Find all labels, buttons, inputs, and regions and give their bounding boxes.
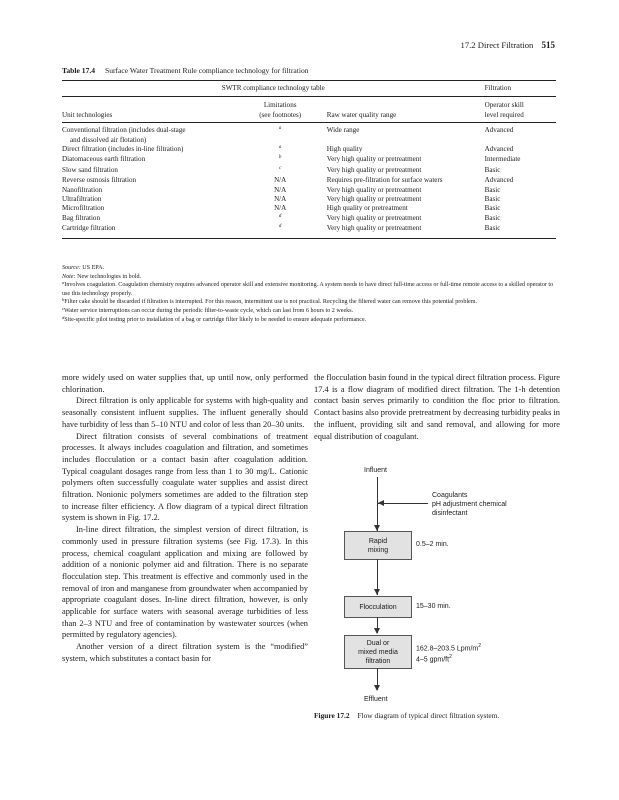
left-column [62, 372, 308, 665]
table-row: Bag filtration $^d$ Very high quality or pretreatment Basic [62, 213, 501, 222]
table-row: Slow sand filtration $^c$ Very high quality or pretreatment Basic [62, 165, 501, 174]
table-row: Diatomaceous earth filtration $^b$ Very high quality or pretreatment Intermediate [62, 155, 521, 164]
col-header-skill: Operator skill level required [485, 97, 556, 123]
footnote-c: $^c$Water service interruptions can occur during the periodic filter-to-waste cycle, which can last from 6 hours to 2 weeks. [62, 305, 354, 314]
influent-label: Influent [364, 467, 387, 474]
footnote-b: $^b$Filter cake should be discarded if filtration is interrupted. For this reason, intermittent use is not practical. Recycling the filtered water can remove this potential problem. [62, 297, 478, 306]
paragraph: more widely used on water supplies that, up until now, only performed chlorination. [62, 373, 308, 394]
paragraph: Another version of a direct filtration system is the “modified” system, which substitutes a contact basin for [62, 642, 308, 663]
left-arrow-icon [378, 500, 384, 506]
figure-caption [314, 711, 499, 720]
down-arrow-icon [374, 589, 380, 595]
table-title: Surface Water Treatment Rule compliance technology for filtration [104, 66, 309, 75]
col-header-technologies: Unit technologies [62, 97, 240, 123]
effluent-label: Effluent [364, 696, 388, 703]
paragraph: the flocculation basin found in the typical direct filtration process. Figure 17.4 is a flow diagram of modified direct filtration. The 1-h detention contact basin serves primarily to condition the floc prior to filtration. Contact basins also provide pretreatment by decreasing turbidity peaks in the influent, providing silt and sand removal, and allowing for more equal distribution of coagulant. [314, 373, 560, 441]
table-row: Cartridge filtration $^d$ Very high quality or pretreatment Basic [62, 224, 556, 238]
source-note: Source: US EPA. [62, 265, 105, 271]
table-row: Ultrafiltration N/A Very high quality or pretreatment Basic [62, 195, 501, 204]
section-title: 17.2 Direct Filtration [460, 40, 534, 50]
figure-caption-text: Flow diagram of typical direct filtration system. [357, 711, 500, 720]
rapid-mixing-box: Rapid mixing [344, 531, 412, 560]
table-row: Reverse osmosis filtration N/A Requires pre-filtration for surface waters Advanced [62, 176, 514, 185]
col-header-limitations: Limitations (see footnotes) [240, 97, 321, 123]
filtration-header: Filtration [485, 81, 556, 97]
flocculation-time: 15–30 min. [416, 603, 451, 610]
footnote-d: $^d$Site-specific pilot testing prior to installation of a bag or cartridge filter likely to be needed to ensure adequate performance. [62, 314, 367, 323]
table-row: Conventional filtration (includes dual-stage and dissolved air flotation) $^a$ Wide range Advanced [62, 126, 514, 144]
page-number: 515 [541, 40, 555, 50]
right-column [314, 372, 560, 442]
table-caption [62, 66, 309, 75]
down-arrow-icon [374, 628, 380, 634]
chemical-feed-line [378, 503, 428, 504]
filtration-rate: 162.8–203.5 Lpm/$m^2$ 4–5 gpm/$ft^2$ [416, 643, 482, 664]
paragraph: Direct filtration consists of several combinations of treatment processes. It always includes coagulation and filtration, and sometimes includes flocculation or a contact basin after coagulation addition. Typical coagulant dosages range from less than 1 to 30 mg/L. Cationic polymers often successfully coagulate water supplies and assist direct filtration. Nonionic polymers sometimes are added to the filtration step to increase filter efficiency. A flow diagram of a typical direct filtration system is shown in Fig. 17.2. [62, 431, 308, 523]
bold-note: Note: New technologies in bold. [62, 273, 142, 280]
group-header: SWTR compliance technology table [62, 81, 485, 97]
footnote-a: $^a$Involves coagulation. Coagulation chemistry requires advanced operator skill and extensive monitoring. A system needs to have direct full-time access or full-time remote access to a skilled operator to use this technology properly. [62, 280, 554, 297]
paragraph: In-line direct filtration, the simplest version of direct filtration, is commonly used in pressure filtration systems (see Fig. 17.3). In this process, chemical coagulant application and mixing are followed by addition of a nonionic polymer aid and filtration. There is no separate flocculation step. This treatment is effective and commonly used in the removal of iron and manganese from groundwater when accompanied by appropriate coagulant doses. In-line direct filtration, however, is only applicable for surface waters with seasonal average turbidities of less than 2–3 NTU and free of contamination by wastewater sources (when permitted by regulatory agencies). [62, 525, 308, 640]
table-notes [62, 264, 556, 324]
running-header [461, 40, 555, 50]
table-row: Nanofiltration N/A Very high quality or pretreatment Basic [62, 185, 501, 194]
table-column-header-row [62, 97, 556, 123]
compliance-table [62, 80, 556, 239]
table-label: Table 17.4 [62, 66, 96, 75]
flow-diagram [314, 466, 560, 711]
table-row: Direct filtration (includes in-line filtration) $^a$ High quality Advanced [62, 145, 514, 154]
table-group-header-row [62, 81, 556, 97]
chemical-feed-label: Coagulants pH adjustment chemical disinfectant [432, 492, 507, 517]
flocculation-box: Flocculation [344, 596, 412, 618]
col-header-range: Raw water quality range [321, 97, 485, 123]
figure-label: Figure 17.2 [314, 711, 350, 720]
down-arrow-icon [374, 685, 380, 691]
rapid-mixing-time: 0.5–2 min. [416, 541, 449, 548]
paragraph: Direct filtration is only applicable for systems with high-quality and seasonally consistent influent supplies. The influent generally should have turbidity of less than 5–10 NTU and color of less than 20–30 units. [62, 396, 308, 429]
filtration-box: Dual or mixed media filtration [344, 635, 412, 669]
table-row: Microfiltration N/A High quality or pretreatment Basic [62, 204, 501, 213]
